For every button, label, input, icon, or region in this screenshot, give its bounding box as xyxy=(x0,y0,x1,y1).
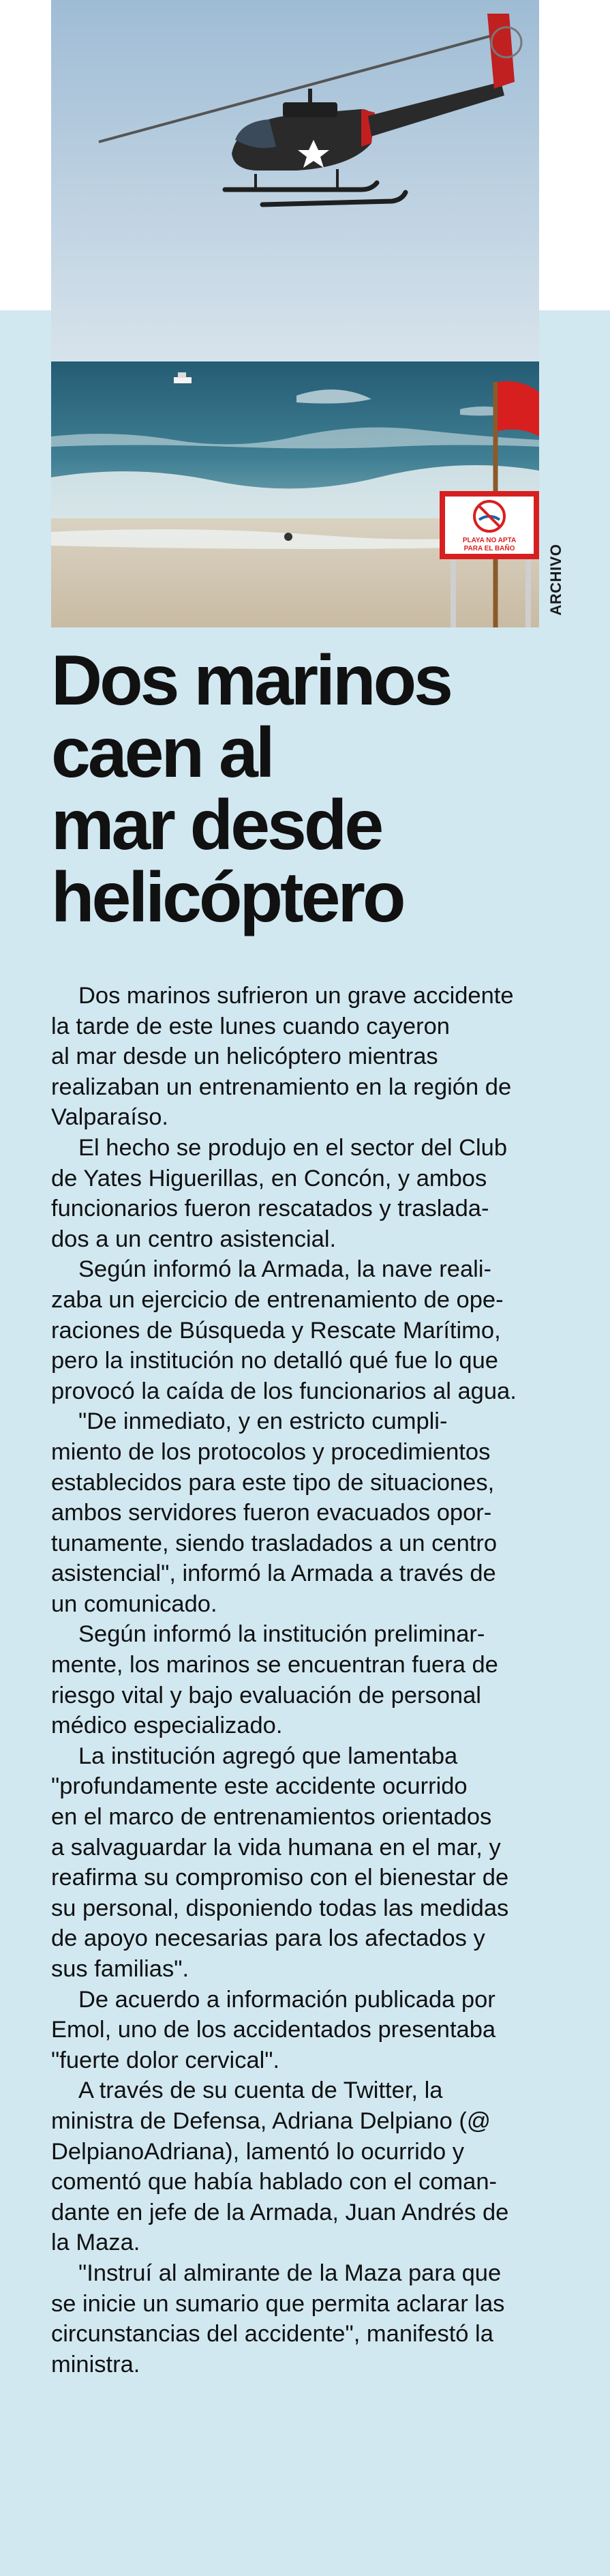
paragraph-line: realizaban un entrenamiento en la región de xyxy=(51,1074,512,1100)
paragraph-line: ministra. xyxy=(51,2351,140,2378)
paragraph-line: Valparaíso. xyxy=(51,1104,168,1131)
paragraph-line: a salvaguardar la vida humana en el mar, y xyxy=(51,1834,501,1861)
photo-credit-label: ARCHIVO xyxy=(547,544,564,616)
paragraph-line: De acuerdo a información publicada por xyxy=(78,1986,495,2013)
paragraph-line: raciones de Búsqueda y Rescate Marítimo, xyxy=(51,1317,501,1344)
paragraph-line: funcionarios fueron rescatados y traslada- xyxy=(51,1196,489,1222)
paragraph-line: la Maza. xyxy=(51,2230,140,2256)
paragraph-line: DelpianoAdriana), lamentó lo ocurrido y xyxy=(51,2138,464,2165)
headline-line: Dos marinos xyxy=(51,641,451,720)
article-paragraph xyxy=(51,2258,576,2380)
paragraph-line: provocó la caída de los funcionarios al agua. xyxy=(51,1378,517,1404)
article-body xyxy=(51,981,576,2380)
article-paragraph xyxy=(51,1406,576,1619)
paragraph-line: "Instruí al almirante de la Maza para que xyxy=(78,2260,502,2286)
paragraph-line: "profundamente este accidente ocurrido xyxy=(51,1773,468,1800)
paragraph-line: dos a un centro asistencial. xyxy=(51,1226,337,1252)
paragraph-line: La institución agregó que lamentaba xyxy=(78,1743,458,1769)
paragraph-line: establecidos para este tipo de situaciones, xyxy=(51,1469,495,1496)
paragraph-line: un comunicado. xyxy=(51,1590,217,1617)
paragraph-line: Según informó la institución preliminar- xyxy=(78,1621,485,1648)
paragraph-line: ministra de Defensa, Adriana Delpiano (@ xyxy=(51,2107,491,2134)
paragraph-line: de Yates Higuerillas, en Concón, y ambos xyxy=(51,1165,487,1191)
article-paragraph xyxy=(51,1985,576,2076)
paragraph-line: reafirma su compromiso con el bienestar de xyxy=(51,1865,509,1891)
article-paragraph xyxy=(51,1254,576,1406)
sky xyxy=(51,0,539,368)
article-photo xyxy=(51,0,539,627)
paragraph-line: El hecho se produjo en el sector del Club xyxy=(78,1134,508,1161)
article-paragraph xyxy=(51,1133,576,1254)
article-paragraph xyxy=(51,2075,576,2258)
paragraph-line: mente, los marinos se encuentran fuera de xyxy=(51,1652,498,1678)
paragraph-line: Según informó la Armada, la nave reali- xyxy=(78,1256,491,1283)
paragraph-line: asistencial", informó la Armada a través de xyxy=(51,1560,496,1587)
swimmer-icon xyxy=(284,533,292,541)
paragraph-line: pero la institución no detalló qué fue lo que xyxy=(51,1348,498,1374)
paragraph-line: "De inmediato, y en estricto cumpli- xyxy=(78,1408,448,1435)
paragraph-line: sus familias". xyxy=(51,1956,189,1982)
paragraph-line: zaba un ejercicio de entrenamiento de ope- xyxy=(51,1286,504,1313)
paragraph-line: al mar desde un helicóptero mientras xyxy=(51,1043,438,1070)
paragraph-line: comentó que había hablado con el coman- xyxy=(51,2169,498,2195)
paragraph-line: riesgo vital y bajo evaluación de personal xyxy=(51,1682,481,1708)
photo-credit xyxy=(546,539,566,621)
paragraph-line: su personal, disponiendo todas las medidas xyxy=(51,1895,509,1921)
paragraph-line: la tarde de este lunes cuando cayeron xyxy=(51,1013,450,1039)
paragraph-line: A través de su cuenta de Twitter, la xyxy=(78,2077,443,2104)
paragraph-line: "fuerte dolor cervical". xyxy=(51,2047,280,2073)
sign-line-2: PARA EL BAÑO xyxy=(463,545,515,552)
headline-line: helicóptero xyxy=(51,858,403,937)
paragraph-line: dante en jefe de la Armada, Juan Andrés de xyxy=(51,2199,509,2225)
headline xyxy=(51,641,569,937)
paragraph-line: médico especializado. xyxy=(51,1713,283,1739)
paragraph-line: ambos servidores fueron evacuados opor- xyxy=(51,1500,492,1526)
paragraph-line: tunamente, siendo trasladados a un centro xyxy=(51,1530,498,1556)
sign-line-1: PLAYA NO APTA xyxy=(462,537,517,544)
paragraph-line: circunstancias del accidente", manifestó la xyxy=(51,2321,493,2348)
article-paragraph xyxy=(51,981,576,1133)
paragraph-line: se inicie un sumario que permita aclarar las xyxy=(51,2290,505,2317)
paragraph-line: Emol, uno de los accidentados presentaba xyxy=(51,2017,496,2043)
paragraph-line: de apoyo necesarias para los afectados y xyxy=(51,1925,485,1952)
paragraph-line: miento de los protocolos y procedimientos xyxy=(51,1438,491,1465)
article-paragraph xyxy=(51,1741,576,1985)
headline-line: mar desde xyxy=(51,786,382,865)
paragraph-line: Dos marinos sufrieron un grave accidente xyxy=(78,983,514,1009)
article-paragraph xyxy=(51,1619,576,1741)
headline-line: caen al xyxy=(51,713,273,793)
paragraph-line: en el marco de entrenamientos orientados xyxy=(51,1804,492,1831)
